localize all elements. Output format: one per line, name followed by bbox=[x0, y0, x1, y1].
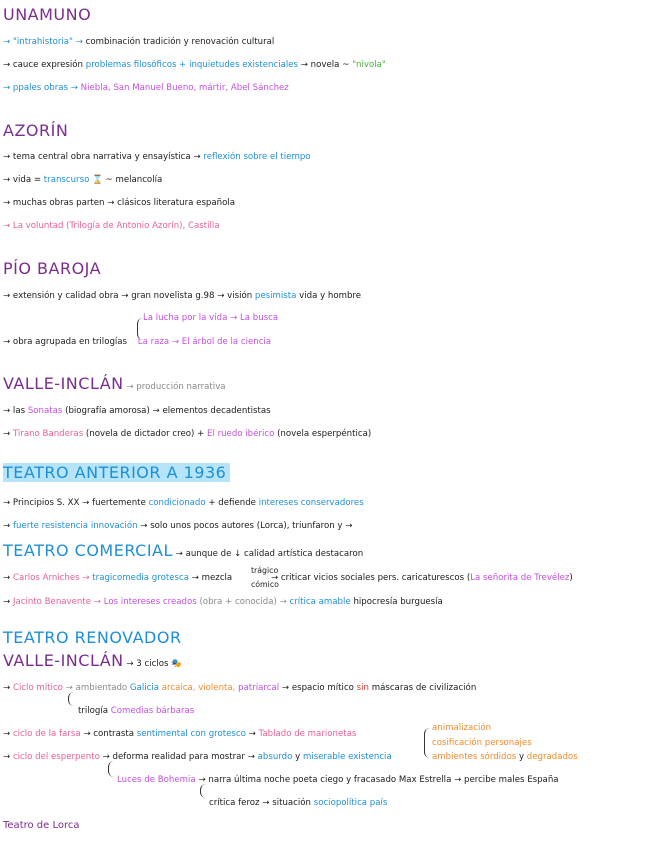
heading-teatro: TEATRO ANTERIOR A 1936 bbox=[3, 463, 230, 482]
renovador-line-3: → ciclo del esperpento → deforma realidad para mostrar → absurdo y miserable existencia bbox=[3, 752, 392, 762]
teatro-line-1: → Principios S. XX → fuertemente condicionado + defiende intereses conservadores bbox=[3, 498, 364, 508]
comercial-line-2: → Jacinto Benavente → Los intereses creados (obra + conocida) → crítica amable hipocresía burguesía bbox=[3, 597, 443, 607]
lorca-heading: Teatro de Lorca bbox=[3, 820, 80, 831]
azorin-line-4: → La voluntad (Trilogía de Antonio Azorín), Castilla bbox=[3, 221, 220, 231]
baroja-line-2: → obra agrupada en trilogías La raza → El árbol de la ciencia bbox=[3, 337, 272, 347]
unamuno-line-1: → "intrahistoria" → combinación tradición y renovación cultural bbox=[3, 37, 275, 47]
azorin-line-3: → muchas obras parten → clásicos literatura española bbox=[3, 198, 235, 208]
baroja-line-1: → extensión y calidad obra → gran novelista g.98 → visión pesimista vida y hombre bbox=[3, 291, 362, 301]
valle-narrative-header: VALLE-INCLÁN → producción narrativa bbox=[3, 374, 226, 393]
valle-narrative-line-2: → Tirano Banderas (novela de dictador creo) + El ruedo ibérico (novela esperpéntica) bbox=[3, 429, 372, 439]
esperpento-feature-3: ambientes sórdidos y degradados bbox=[432, 752, 578, 762]
brace bbox=[108, 761, 115, 777]
heading-azorin: AZORÍN bbox=[3, 121, 69, 140]
renovador-line-4: Luces de Bohemia → narra última noche poeta ciego y fracasado Max Estrella → percibe males España bbox=[117, 775, 559, 785]
comercial-header: TEATRO COMERCIAL → aunque de ↓ calidad artística destacaron bbox=[3, 541, 364, 560]
teatro-line-2: → fuerte resistencia innovación → solo unos pocos autores (Lorca), triunfaron y → bbox=[3, 521, 353, 531]
heading-renovador: TEATRO RENOVADOR bbox=[3, 628, 182, 647]
azorin-line-2: → vida = transcurso ⌛ ~ melancolía bbox=[3, 175, 163, 185]
valle-narrative-line-1: → las Sonatas (biografía amorosa) → elementos decadentistas bbox=[3, 406, 271, 416]
comercial-brace-bottom: cómico bbox=[251, 580, 279, 589]
comercial-brace-top: trágico bbox=[251, 566, 279, 575]
renovador-trilogy: trilogía Comedias bárbaras bbox=[78, 706, 195, 716]
esperpento-feature-1: animalización bbox=[432, 723, 492, 733]
renovador-line-5: crítica feroz → situación sociopolítica país bbox=[209, 798, 388, 808]
clock-icon: ⌛ bbox=[92, 175, 103, 185]
unamuno-line-2: → cauce expresión problemas filosóficos + inquietudes existenciales → novela ~ "nivola" bbox=[3, 60, 386, 70]
brace bbox=[68, 692, 75, 706]
renovador-valle-header: VALLE-INCLÁN → 3 ciclos 🎭 bbox=[3, 651, 182, 670]
brace bbox=[200, 784, 207, 798]
heading-baroja: PÍO BAROJA bbox=[3, 259, 102, 278]
esperpento-feature-2: cosificación personajes bbox=[432, 738, 532, 748]
unamuno-line-3: → ppales obras → Niebla, San Manuel Bueno, mártir, Abel Sánchez bbox=[3, 83, 289, 93]
azorin-line-1: → tema central obra narrativa y ensayística → reflexión sobre el tiempo bbox=[3, 152, 311, 162]
renovador-line-2: → ciclo de la farsa → contrasta sentimental con grotesco → Tablado de marionetas bbox=[3, 729, 357, 739]
theater-masks-icon: 🎭 bbox=[171, 659, 182, 669]
heading-unamuno: UNAMUNO bbox=[3, 5, 92, 24]
baroja-trilogy-1: La lucha por la vida → La busca bbox=[143, 313, 279, 323]
renovador-line-1: → Ciclo mítico → ambientado Galicia arcaica, violenta, patriarcal → espacio mítico sin máscaras de civilización bbox=[3, 683, 477, 693]
comercial-line-1: → Carlos Arniches → tragicomedia grotesca → mezcla → criticar vicios sociales pers. caricaturescos (La señorita de Trevélez) bbox=[3, 573, 573, 583]
brace bbox=[424, 728, 431, 758]
